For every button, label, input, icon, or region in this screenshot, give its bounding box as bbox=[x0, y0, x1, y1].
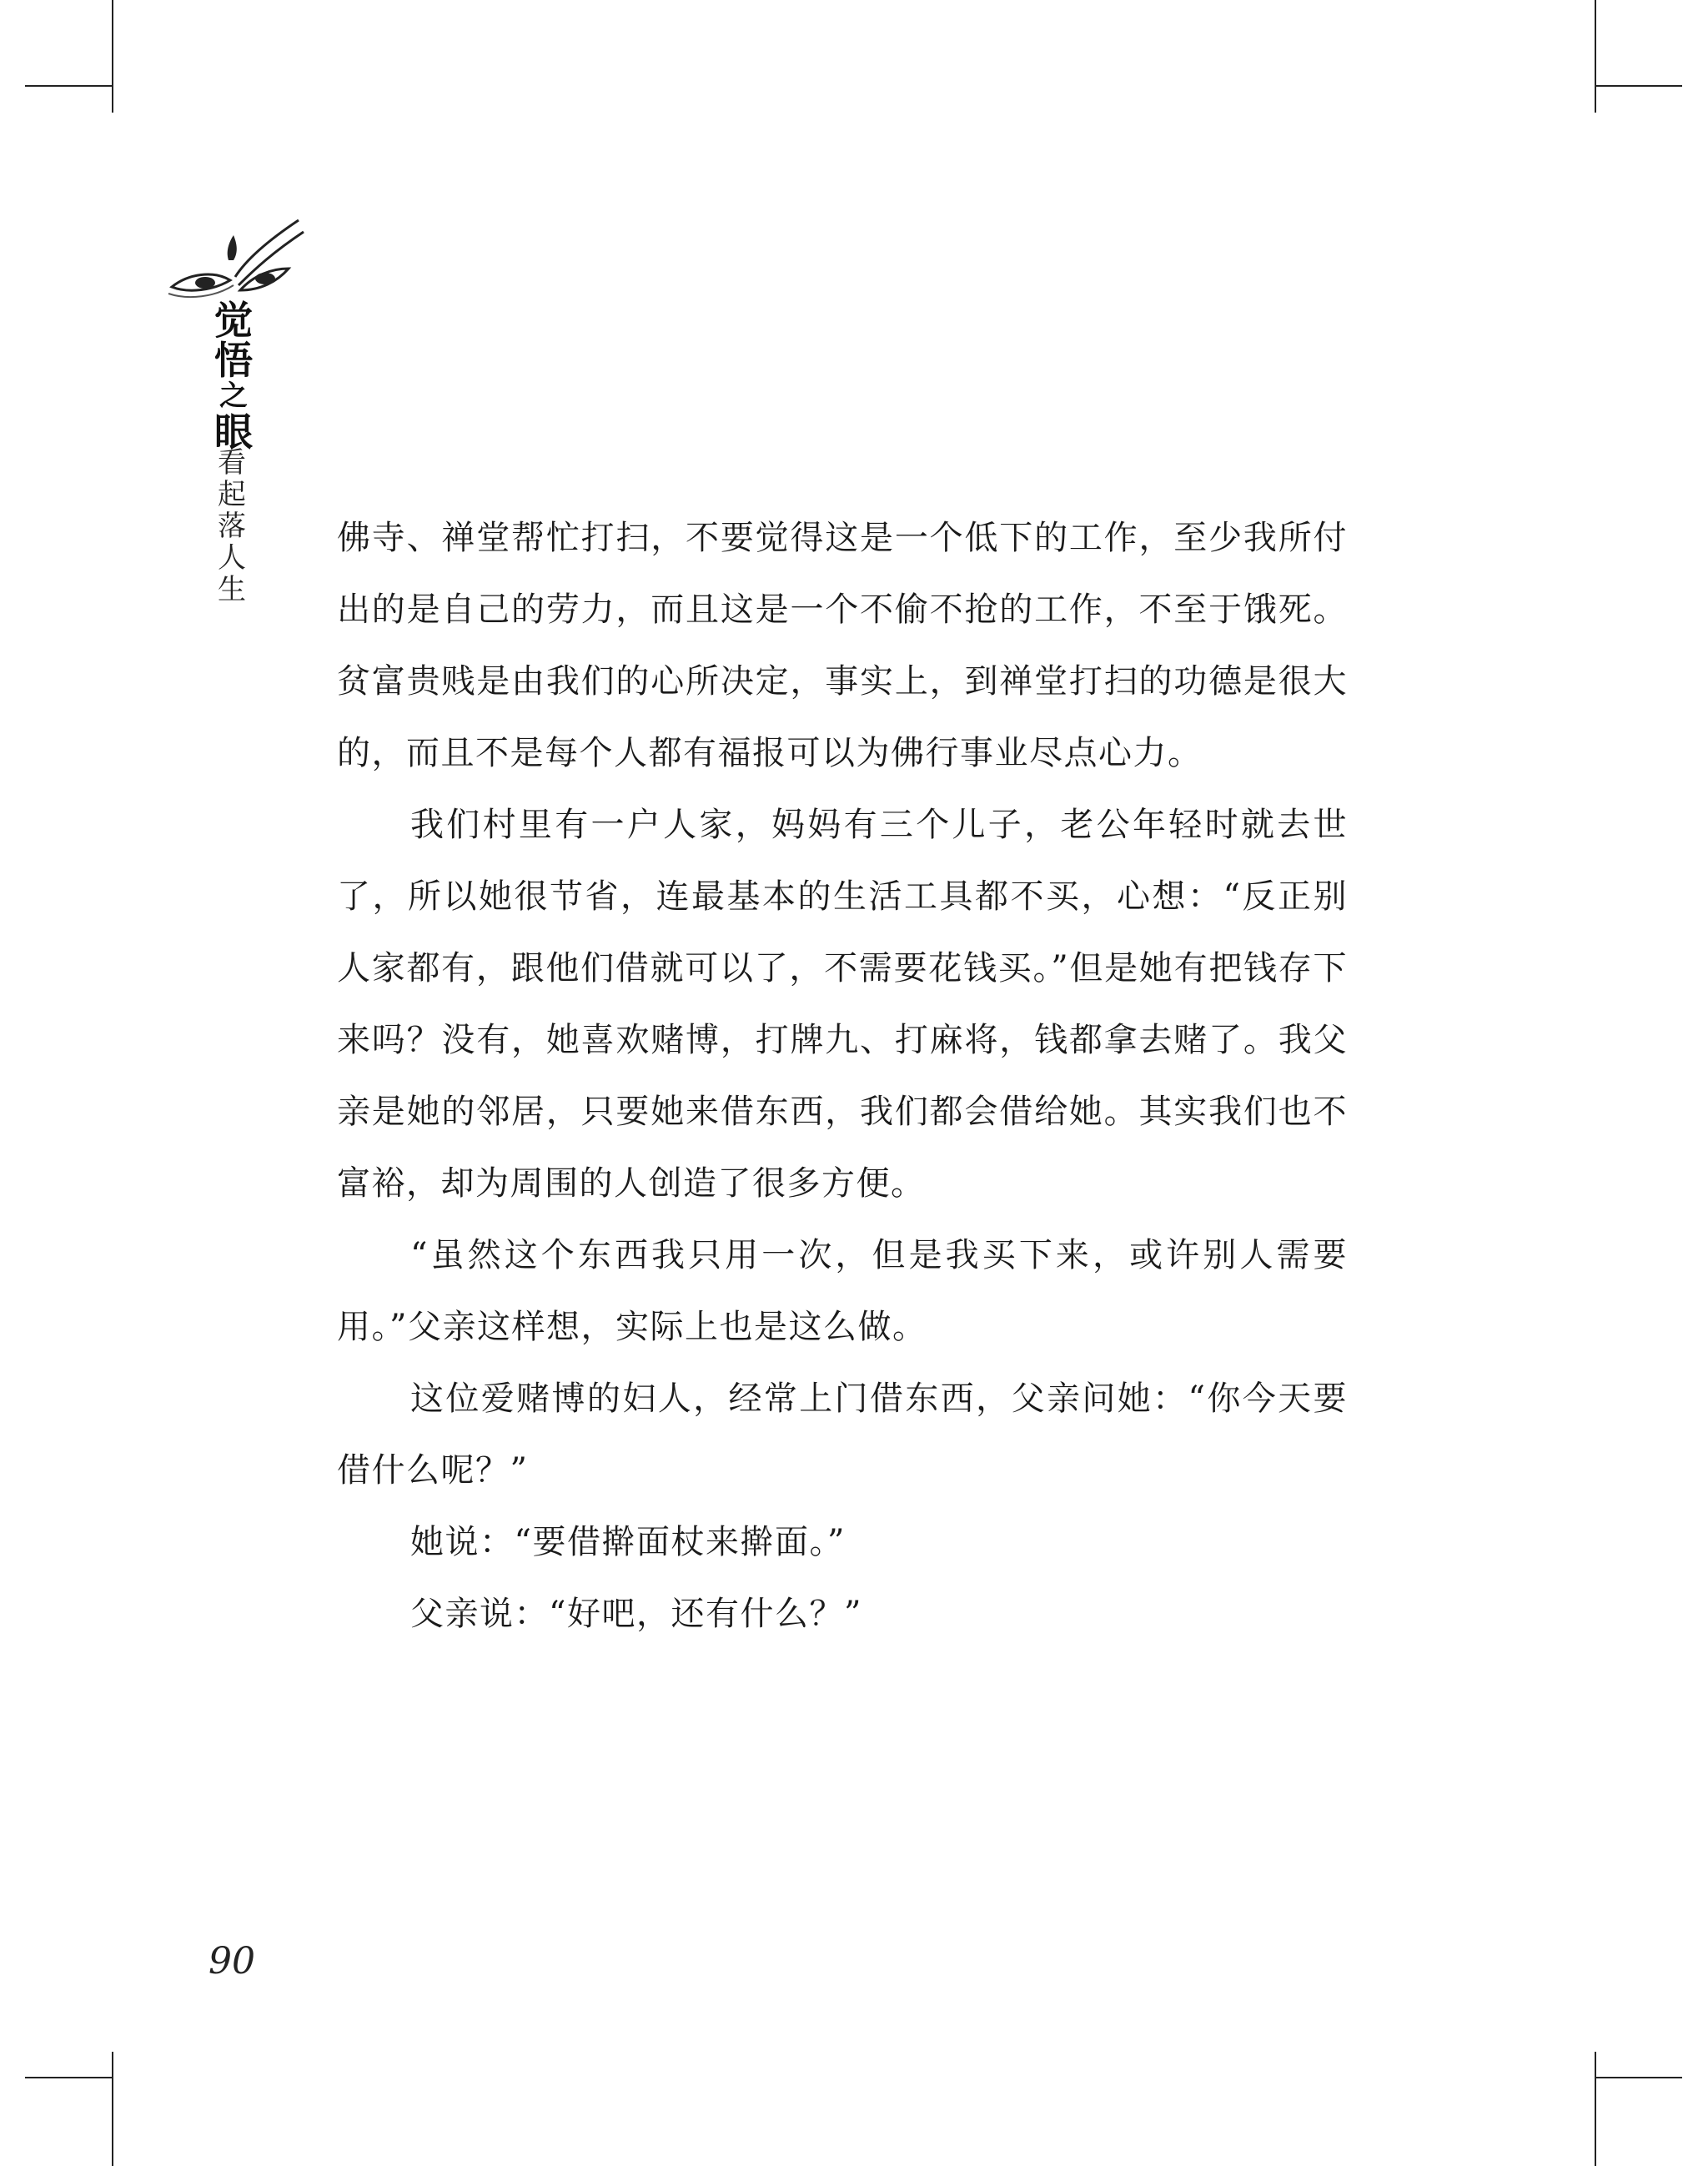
series-subtitle-char: 起 bbox=[218, 478, 246, 511]
crop-mark bbox=[1595, 0, 1596, 113]
crop-mark bbox=[112, 2052, 113, 2166]
paragraph: “虽然这个东西我只用一次，但是我买下来，或许别人需要用。”父亲这样想，实际上也是这么做。 bbox=[337, 1236, 1348, 1346]
series-subtitle-char: 看 bbox=[218, 446, 246, 480]
series-subtitle-char: 落 bbox=[218, 510, 246, 543]
paragraph: 这位爱赌博的妇人，经常上门借东西，父亲问她：“你今天要借什么呢？” bbox=[337, 1380, 1348, 1490]
paragraph: 佛寺、禅堂帮忙打扫，不要觉得这是一个低下的工作，至少我所付出的是自己的劳力，而且这是一个不偷不抢的工作，不至于饿死。贫富贵贱是由我们的心所决定，事实上，到禅堂打扫的功德是很大的，而且不是每个人都有福报可以为佛行事业尽点心力。 bbox=[337, 519, 1348, 772]
paragraph: 我们村里有一户人家，妈妈有三个儿子，老公年轻时就去世了，所以她很节省，连最基本的生活工具都不买，心想：“反正别人家都有，跟他们借就可以了，不需要花钱买。”但是她有把钱存下来吗？没有，她喜欢赌博，打牌九、打麻将，钱都拿去赌了。我父亲是她的邻居，只要她来借东西，我们都会借给她。其实我们也不富裕，却为周围的人创造了很多方便。 bbox=[337, 806, 1348, 1203]
body-text bbox=[337, 502, 1348, 1650]
crop-mark bbox=[25, 85, 113, 87]
series-title-char: 之 bbox=[219, 379, 248, 413]
crop-mark bbox=[1595, 2077, 1682, 2078]
series-title-char: 悟 bbox=[214, 338, 253, 383]
crop-mark bbox=[112, 0, 113, 113]
eyes-logo-icon bbox=[163, 210, 305, 310]
series-subtitle-char: 生 bbox=[218, 573, 246, 606]
series-title bbox=[208, 298, 259, 455]
crop-mark bbox=[1595, 85, 1682, 87]
paragraph: 父亲说：“好吧，还有什么？” bbox=[410, 1595, 862, 1633]
crop-mark bbox=[1595, 2052, 1596, 2166]
series-title-char: 眼 bbox=[214, 410, 253, 455]
paragraph: 她说：“要借擀面杖来擀面。” bbox=[410, 1523, 846, 1561]
crop-mark bbox=[25, 2077, 113, 2078]
series-title-char: 觉 bbox=[214, 298, 253, 343]
series-subtitle bbox=[214, 447, 250, 606]
page-number: 90 bbox=[208, 1940, 255, 1983]
series-subtitle-char: 人 bbox=[218, 541, 246, 575]
